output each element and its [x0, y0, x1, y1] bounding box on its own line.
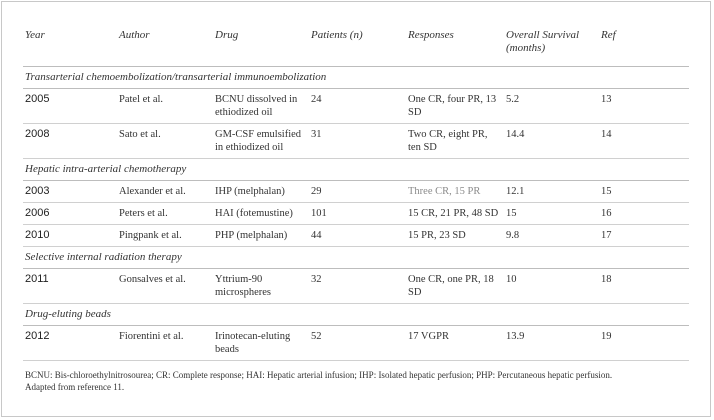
cell-drug: GM-CSF emulsified in ethiodized oil	[213, 124, 309, 159]
table-row	[23, 181, 689, 203]
footnote-source: Adapted from reference 11.	[25, 382, 125, 392]
header-responses: Responses	[406, 21, 504, 67]
cell-patients: 32	[309, 269, 406, 304]
cell-author: Gonsalves et al.	[117, 269, 213, 304]
cell-responses: One CR, four PR, 13 SD	[406, 89, 504, 124]
cell-patients: 24	[309, 89, 406, 124]
cell-year: 2010	[23, 225, 117, 247]
table-row	[23, 124, 689, 159]
cell-ref: 19	[599, 326, 689, 361]
cell-responses: 17 VGPR	[406, 326, 504, 361]
cell-year: 2003	[23, 181, 117, 203]
cell-drug: Yttrium-90 microspheres	[213, 269, 309, 304]
cell-author: Sato et al.	[117, 124, 213, 159]
header-ref: Ref	[599, 21, 689, 67]
header-author: Author	[117, 21, 213, 67]
cell-patients: 52	[309, 326, 406, 361]
table-row	[23, 225, 689, 247]
section-title: Transarterial chemoembolization/transarterial immunoembolization	[23, 67, 689, 89]
cell-author: Alexander et al.	[117, 181, 213, 203]
cell-patients: 44	[309, 225, 406, 247]
cell-ref: 18	[599, 269, 689, 304]
section-row	[23, 247, 689, 269]
cell-author: Patel et al.	[117, 89, 213, 124]
cell-survival: 12.1	[504, 181, 599, 203]
section-title: Selective internal radiation therapy	[23, 247, 689, 269]
header-row	[23, 21, 689, 67]
cell-survival: 13.9	[504, 326, 599, 361]
cell-survival: 9.8	[504, 225, 599, 247]
table-footnote	[25, 369, 685, 393]
cell-ref: 14	[599, 124, 689, 159]
cell-responses: 15 CR, 21 PR, 48 SD	[406, 203, 504, 225]
header-overall-survival: Overall Survival (months)	[504, 21, 599, 67]
cell-drug: PHP (melphalan)	[213, 225, 309, 247]
section-row	[23, 67, 689, 89]
cell-patients: 29	[309, 181, 406, 203]
cell-year: 2012	[23, 326, 117, 361]
cell-ref: 13	[599, 89, 689, 124]
cell-survival: 15	[504, 203, 599, 225]
cell-drug: IHP (melphalan)	[213, 181, 309, 203]
section-title: Drug-eluting beads	[23, 304, 689, 326]
cell-responses: 15 PR, 23 SD	[406, 225, 504, 247]
cell-author: Fiorentini et al.	[117, 326, 213, 361]
footnote-abbreviations: BCNU: Bis-chloroethylnitrosourea; CR: Complete response; HAI: Hepatic arterial infusion; IHP: Isolated hepatic perfusion; PHP: Percutaneous hepatic perfusion.	[25, 370, 613, 380]
header-patients: Patients (n)	[309, 21, 406, 67]
header-year: Year	[23, 21, 117, 67]
cell-patients: 101	[309, 203, 406, 225]
cell-ref: 15	[599, 181, 689, 203]
cell-drug: BCNU dissolved in ethiodized oil	[213, 89, 309, 124]
table-row	[23, 203, 689, 225]
cell-survival: 10	[504, 269, 599, 304]
cell-author: Peters et al.	[117, 203, 213, 225]
cell-survival: 5.2	[504, 89, 599, 124]
table-row	[23, 89, 689, 124]
cell-year: 2006	[23, 203, 117, 225]
cell-patients: 31	[309, 124, 406, 159]
cell-responses: Two CR, eight PR, ten SD	[406, 124, 504, 159]
cell-drug: HAI (fotemustine)	[213, 203, 309, 225]
cell-author: Pingpank et al.	[117, 225, 213, 247]
cell-ref: 16	[599, 203, 689, 225]
treatment-table	[23, 21, 689, 361]
section-title: Hepatic intra-arterial chemotherapy	[23, 159, 689, 181]
cell-year: 2011	[23, 269, 117, 304]
cell-responses: One CR, one PR, 18 SD	[406, 269, 504, 304]
section-row	[23, 159, 689, 181]
cell-year: 2008	[23, 124, 117, 159]
section-row	[23, 304, 689, 326]
table-row	[23, 326, 689, 361]
header-drug: Drug	[213, 21, 309, 67]
cell-survival: 14.4	[504, 124, 599, 159]
cell-year: 2005	[23, 89, 117, 124]
cell-responses: Three CR, 15 PR	[406, 181, 504, 203]
table-row	[23, 269, 689, 304]
cell-drug: Irinotecan-eluting beads	[213, 326, 309, 361]
cell-ref: 17	[599, 225, 689, 247]
